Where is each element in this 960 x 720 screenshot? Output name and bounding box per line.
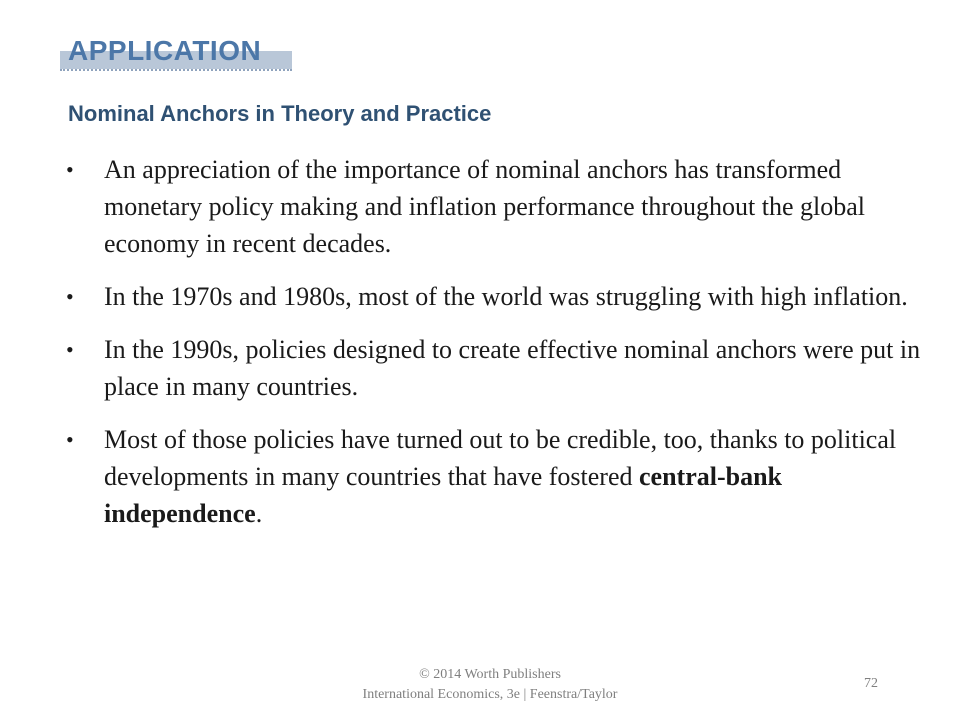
slide-subtitle: Nominal Anchors in Theory and Practice [68,101,492,126]
bullet-item [66,421,926,532]
page-number: 72 [864,676,878,691]
bullet-text: An appreciation of the importance of nominal anchors has transformed monetary policy making and inflation performance throughout the global economy in recent decades. [104,155,866,258]
bullet-item [66,151,926,262]
section-label: APPLICATION [68,35,262,66]
footer [0,665,960,705]
section-banner [60,34,292,72]
footer-copyright: © 2014 Worth Publishers [419,667,561,682]
bullet-item [66,331,926,405]
bullet-marker: • [66,337,74,362]
bullet-emphasis: central-bank independence [104,462,783,528]
footer-book: International Economics, 3e [362,687,520,702]
bullet-text: In the 1990s, policies designed to create effective nominal anchors were put in place in many countries. [104,335,921,401]
banner-dotted-rule [60,69,292,71]
bullet-text: In the 1970s and 1980s, most of the world was struggling with high inflation. [104,282,908,311]
bullet-marker: • [66,157,74,182]
bullet-text-tail: . [255,499,263,528]
bullet-item [66,278,926,315]
footer-separator: | [523,687,527,702]
footer-authors: Feenstra/Taylor [529,687,618,702]
footer-citation [0,685,960,705]
bullet-list [66,151,926,548]
bullet-text [104,425,896,528]
bullet-marker: • [66,427,74,452]
bullet-text-lead: Most of those policies have turned out to be credible, too, thanks to political developments in many countries that have fostered [104,425,897,491]
bullet-marker: • [66,284,74,309]
